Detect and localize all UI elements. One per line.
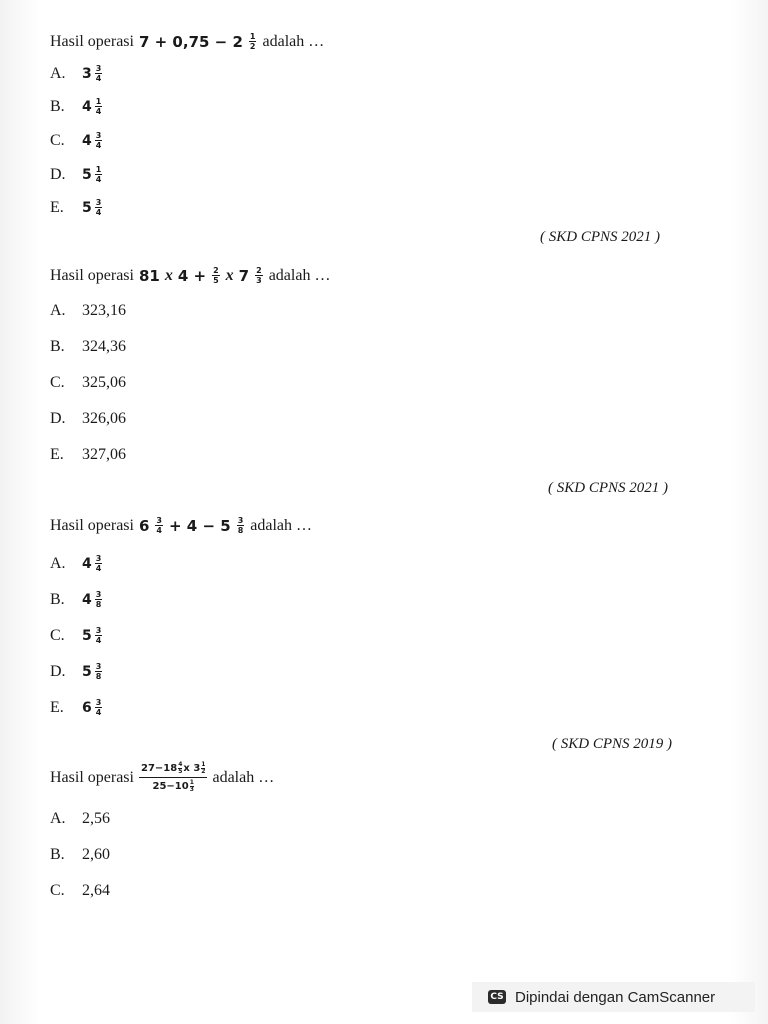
question-4-complex-fraction: 27−18 4 5 x 3 1 2 25−10 1 3: [140, 761, 206, 793]
q1-option-a: A. 3 $\frac{3}{4}$: [50, 64, 102, 83]
camscanner-icon: CS: [488, 990, 506, 1004]
q3-option-b: B. 4 $\frac{3}{8}$: [50, 590, 102, 609]
question-2: Hasil operasi 81 x 4 + $\frac{2}{5}$ x 7 $\frac{2}{3}$ adalah …: [50, 266, 331, 285]
q4-option-c: C. 2,64: [50, 882, 110, 899]
q2-option-a: A. 323,16: [50, 302, 126, 319]
question-2-prefix: Hasil operasi: [50, 266, 134, 284]
question-1-expression: 7 + 0,75 − 2: [138, 32, 243, 51]
question-4-prefix: Hasil operasi: [50, 768, 134, 786]
q1-option-e: E. 5 $\frac{3}{4}$: [50, 198, 102, 217]
q1-option-c: C. 4 $\frac{3}{4}$: [50, 131, 102, 150]
q2-option-e: E. 327,06: [50, 446, 126, 463]
q4-option-a: A. 2,56: [50, 810, 110, 827]
camscanner-label: Dipindai dengan CamScanner: [515, 988, 716, 1006]
q3-option-a: A. 4 $\frac{3}{4}$: [50, 554, 102, 573]
question-3-prefix: Hasil operasi: [50, 516, 134, 534]
q1-source: ( SKD CPNS 2021 ): [540, 229, 660, 245]
q3-option-d: D. 5 $\frac{3}{8}$: [50, 662, 102, 681]
question-1-fraction: $\frac{1}{2}$: [249, 32, 256, 51]
question-1-prefix: Hasil operasi: [50, 32, 134, 50]
q1-option-b: B. 4 $\frac{1}{4}$: [50, 97, 102, 116]
question-3: Hasil operasi 6 $\frac{3}{4}$ + 4 − 5 $\frac{3}{8}$ adalah …: [50, 516, 313, 535]
question-4-suffix: adalah …: [212, 768, 275, 786]
q4-option-b: B. 2,60: [50, 846, 110, 863]
q3-source: ( SKD CPNS 2019 ): [552, 736, 672, 752]
question-1-suffix: adalah …: [262, 32, 325, 50]
q2-option-c: C. 325,06: [50, 374, 126, 391]
q3-option-e: E. 6 $\frac{3}{4}$: [50, 698, 102, 717]
question-4: [50, 762, 274, 793]
q2-source: ( SKD CPNS 2021 ): [548, 480, 668, 496]
q2-option-d: D. 326,06: [50, 410, 126, 427]
question-2-suffix: adalah …: [268, 266, 331, 284]
camscanner-badge: [472, 982, 755, 1012]
q3-option-c: C. 5 $\frac{3}{4}$: [50, 626, 102, 645]
question-1: [50, 32, 324, 51]
q2-option-b: B. 324,36: [50, 338, 126, 355]
q1-option-d: D. 5 $\frac{1}{4}$: [50, 165, 102, 184]
question-3-suffix: adalah …: [250, 516, 313, 534]
